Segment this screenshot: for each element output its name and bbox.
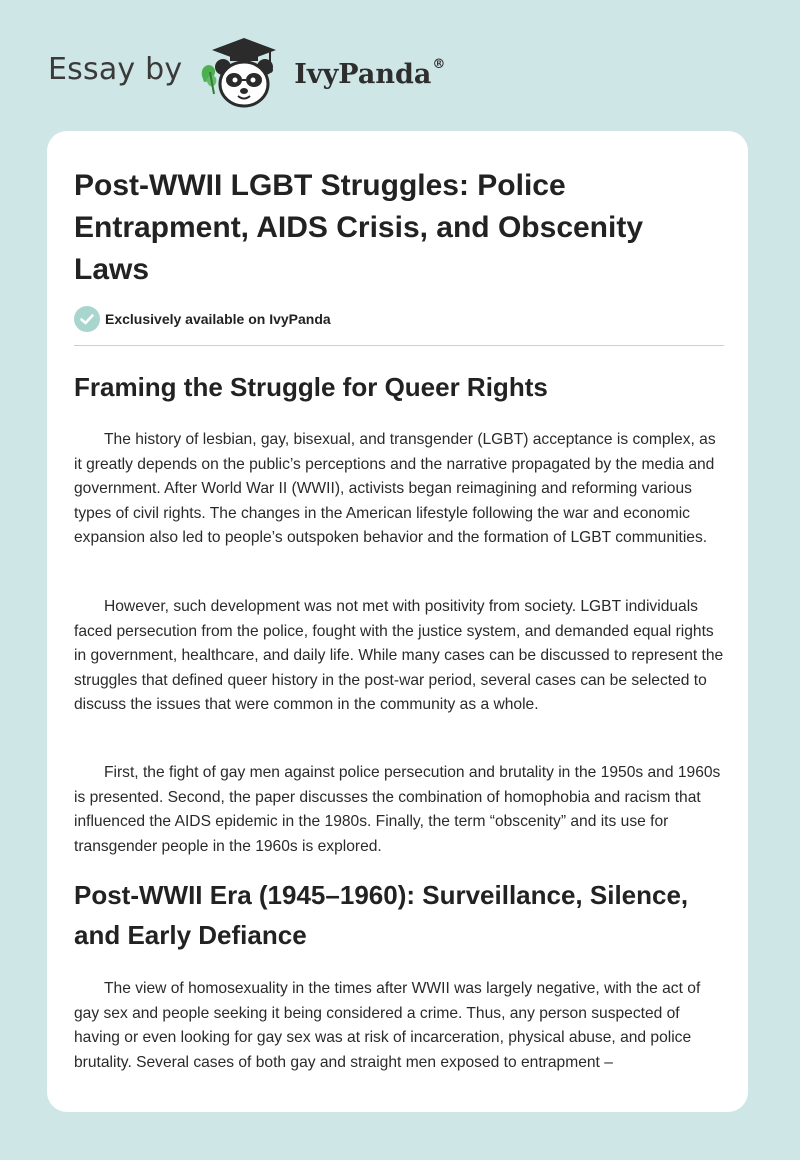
section-heading: Post-WWII Era (1945–1960): Surveillance, Silence, and Early Defiance (74, 880, 689, 950)
paragraph: First, the fight of gay men against police persecution and brutality in the 1950s and 1960s is presented. Second, the paper discusses the combination of homophobia and racism that influenced the AIDS epidemic in the 1980s. Finally, the term “obscenity” and its use for transgender people in the 1960s is explored. (74, 764, 721, 855)
paragraph: The view of homosexuality in the times after WWII was largely negative, with the act of gay sex and people seeking it being considered a crime. Thus, any person suspected of having or even looking for gay sex was at risk of incarceration, physical abuse, and police brutality. Several cases of both gay and straight men exposed to entrapment – (74, 980, 701, 1071)
section-heading: Framing the Struggle for Queer Rights (74, 372, 548, 402)
site-header (48, 32, 445, 112)
exclusive-label: Exclusively available on IvyPanda (105, 311, 331, 327)
divider (74, 345, 724, 346)
paragraph: The history of lesbian, gay, bisexual, and transgender (LGBT) acceptance is complex, as it greatly depends on the public’s perceptions and the narrative propagated by the media and government. After World War II (WWII), activists began reimagining and reforming various types of civil rights. The changes in the American lifestyle following the war and economic expansion also led to people’s outspoken behavior and the formation of LGBT communities. (74, 431, 716, 547)
brand-prefix: Essay by (48, 51, 183, 87)
brand-name[interactable]: IvyPanda® (294, 56, 446, 90)
essay-card (47, 131, 748, 1112)
page-title: Post-WWII LGBT Struggles: Police Entrapment, AIDS Crisis, and Obscenity Laws (74, 169, 644, 286)
trademark-symbol: ® (432, 56, 446, 72)
exclusive-badge (74, 306, 331, 332)
panda-graduation-cap-icon[interactable] (198, 32, 288, 112)
check-circle-icon (74, 306, 100, 332)
paragraph: However, such development was not met with positivity from society. LGBT individuals faced persecution from the police, fought with the justice system, and demanded equal rights in government, healthcare, and daily life. While many cases can be discussed to represent the struggles that defined queer history in the post-war period, several cases can be selected to discuss the issues that were common in the community as a whole. (74, 598, 724, 714)
